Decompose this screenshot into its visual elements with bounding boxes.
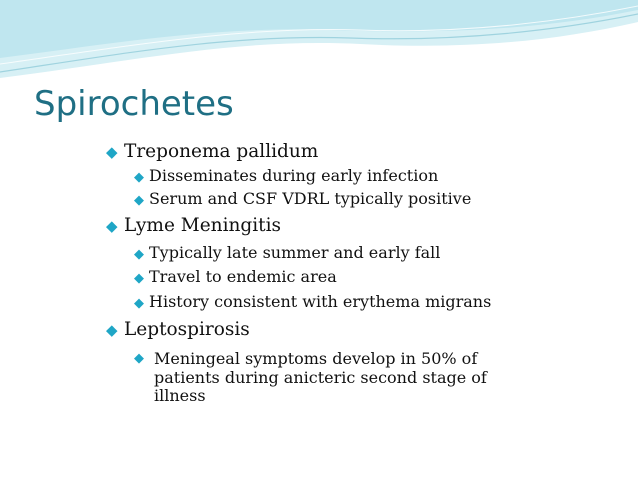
list-item bbox=[134, 346, 149, 369]
list-item: ◆ Serum and CSF VDRL typically positive bbox=[134, 188, 471, 211]
decorative-wave-header bbox=[0, 0, 638, 80]
slide-title: Spirochetes bbox=[34, 84, 234, 124]
triangle-bullet-icon: ◆ bbox=[134, 296, 144, 311]
list-item: ◆ Typically late summer and early fall bbox=[134, 242, 440, 265]
section-heading-lyme: ◆ Lyme Meningitis bbox=[106, 215, 282, 236]
wrapped-list-item-text: Meningeal symptoms develop in 50% of patients during anicteric second stage of illness bbox=[154, 349, 487, 405]
list-item: ◆ Travel to endemic area bbox=[134, 266, 337, 289]
section-heading-treponema: ◆ Treponema pallidum bbox=[106, 141, 319, 162]
triangle-bullet-icon: ◆ bbox=[134, 247, 144, 262]
triangle-bullet-icon: ◆ bbox=[106, 143, 118, 161]
triangle-bullet-icon: ◆ bbox=[134, 170, 144, 185]
triangle-bullet-icon: ◆ bbox=[134, 271, 144, 286]
triangle-bullet-icon: ◆ bbox=[106, 217, 118, 235]
list-item: ◆ History consistent with erythema migrans bbox=[134, 291, 491, 314]
triangle-bullet-icon: ◆ bbox=[106, 321, 118, 339]
section-heading-leptospirosis: ◆ Leptospirosis bbox=[106, 319, 250, 340]
triangle-bullet-icon: ◆ bbox=[134, 193, 144, 208]
list-item: ◆ Disseminates during early infection bbox=[134, 165, 438, 188]
triangle-bullet-icon: ◆ bbox=[134, 351, 144, 366]
